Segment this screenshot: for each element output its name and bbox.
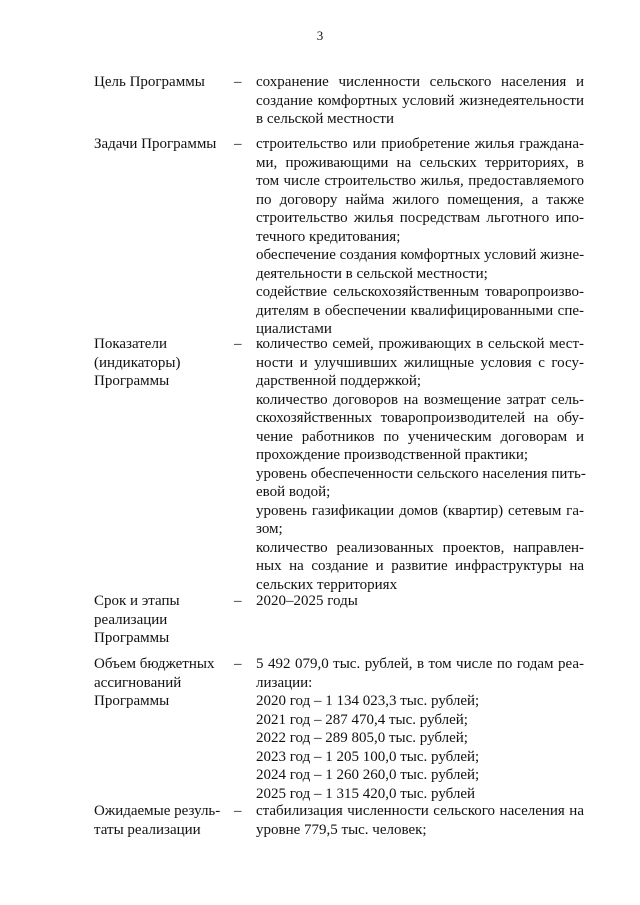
content-line: уровне 779,5 тыс. человек;: [256, 821, 427, 838]
content-line: течного кредитования;: [256, 228, 401, 245]
row-dash: –: [234, 803, 242, 819]
row-dash: –: [234, 74, 242, 90]
row-content: [256, 592, 584, 611]
row-label-line: Программы: [94, 373, 170, 389]
content-line: 2021 год – 287 470,4 тыс. рублей;: [256, 711, 468, 728]
content-paragraph: [256, 711, 584, 730]
content-line: сохранение численности сельского населения и: [256, 74, 584, 90]
content-line: ми, проживающими на сельских территориях, в: [256, 154, 584, 171]
row-content: [256, 802, 584, 839]
row-label-line: Срок и этапы: [94, 593, 180, 609]
content-line: лизации:: [256, 674, 313, 691]
content-paragraph: [256, 135, 584, 246]
content-line: том числе строительство жилья, предоставляемого: [256, 173, 584, 189]
content-paragraph: [256, 283, 584, 339]
content-line: 2024 год – 1 260 260,0 тыс. рублей;: [256, 767, 480, 783]
row-label-line: Программы: [94, 693, 170, 709]
row-label-line: реализации: [94, 611, 168, 628]
content-paragraph: [256, 802, 584, 839]
row-label: [94, 592, 228, 648]
content-line: создание комфортных условий жизнедеятельности: [256, 92, 584, 109]
content-paragraph: [256, 766, 584, 785]
row-label-line: Программы: [94, 630, 170, 646]
content-line: в сельской местности: [256, 111, 394, 127]
content-paragraph: [256, 592, 584, 611]
content-line: количество договоров на возмещение затрат сель-: [256, 391, 584, 408]
content-paragraph: [256, 335, 584, 391]
row-label: [94, 335, 228, 391]
row-dash: –: [234, 593, 242, 609]
row-label-line: Задачи Программы: [94, 136, 217, 152]
content-line: 2025 год – 1 315 420,0 тыс. рублей: [256, 785, 476, 802]
content-line: чение работников по ученическим договорам и: [256, 428, 584, 445]
row-label-line: Показатели: [94, 336, 167, 352]
row-label: [94, 655, 228, 711]
content-line: ности и улучшивших жилищные условия с госу-: [256, 354, 584, 371]
content-paragraph: [256, 655, 584, 692]
row-label-line: Ожидаемые резуль-: [94, 803, 221, 819]
content-line: уровень обеспеченности сельского населения пить-: [256, 465, 586, 482]
content-line: евой водой;: [256, 484, 331, 500]
content-line: уровень газификации домов (квартир) сетевым га-: [256, 502, 584, 519]
content-line: прохождение производственной практики;: [256, 447, 529, 463]
content-line: строительство или приобретение жилья граждана-: [256, 136, 584, 152]
content-line: содействие сельскохозяйственным товаропроизво-: [256, 284, 584, 300]
content-line: 2023 год – 1 205 100,0 тыс. рублей;: [256, 748, 480, 765]
row-label: [94, 802, 228, 839]
content-paragraph: [256, 692, 584, 711]
row-label-line: Объем бюджетных: [94, 656, 215, 672]
row-dash: –: [234, 336, 242, 352]
row-content: [256, 655, 584, 803]
content-line: ных на создание и развитие инфраструктуры на: [256, 558, 584, 574]
content-line: количество семей, проживающих в сельской мест-: [256, 336, 584, 352]
content-line: 5 492 079,0 тыс. рублей, в том числе по годам реа-: [256, 656, 584, 672]
content-paragraph: [256, 246, 584, 283]
row-label: [94, 135, 228, 154]
row-label-line: ассигнований: [94, 674, 182, 691]
row-label-line: (индикаторы): [94, 354, 181, 371]
content-line: дителям в обеспечении квалифицированными спе-: [256, 302, 584, 319]
row-label: [94, 73, 228, 92]
content-paragraph: [256, 465, 584, 502]
content-line: количество реализованных проектов, направлен-: [256, 539, 584, 556]
row-dash: –: [234, 136, 242, 152]
content-line: циалистами: [256, 321, 332, 337]
content-line: 2020–2025 годы: [256, 593, 358, 609]
content-paragraph: [256, 729, 584, 748]
content-line: 2022 год – 289 805,0 тыс. рублей;: [256, 730, 468, 746]
content-line: по договору найма жилого помещения, а также: [256, 191, 584, 208]
content-paragraph: [256, 391, 584, 465]
content-paragraph: [256, 785, 584, 804]
content-line: сельских территориях: [256, 576, 398, 593]
content-line: зом;: [256, 521, 283, 537]
row-content: [256, 335, 584, 594]
content-line: 2020 год – 1 134 023,3 тыс. рублей;: [256, 693, 480, 709]
content-line: дарственной поддержкой;: [256, 373, 422, 389]
content-paragraph: [256, 748, 584, 767]
page-number: 3: [316, 28, 324, 43]
content-paragraph: [256, 502, 584, 539]
content-line: деятельности в сельской местности;: [256, 265, 488, 282]
content-line: строительство жилья посредствам льготного ипо-: [256, 210, 584, 226]
row-label-line: Цель Программы: [94, 74, 205, 90]
content-line: обеспечение создания комфортных условий жизне-: [256, 247, 585, 263]
row-label-line: таты реализации: [94, 821, 201, 838]
row-content: [256, 73, 584, 129]
content-line: скохозяйственных товаропроизводителей на обу-: [256, 410, 584, 426]
content-line: стабилизация численности сельского населения на: [256, 803, 584, 819]
content-paragraph: [256, 539, 584, 595]
content-paragraph: [256, 73, 584, 129]
row-dash: –: [234, 656, 242, 672]
row-content: [256, 135, 584, 339]
